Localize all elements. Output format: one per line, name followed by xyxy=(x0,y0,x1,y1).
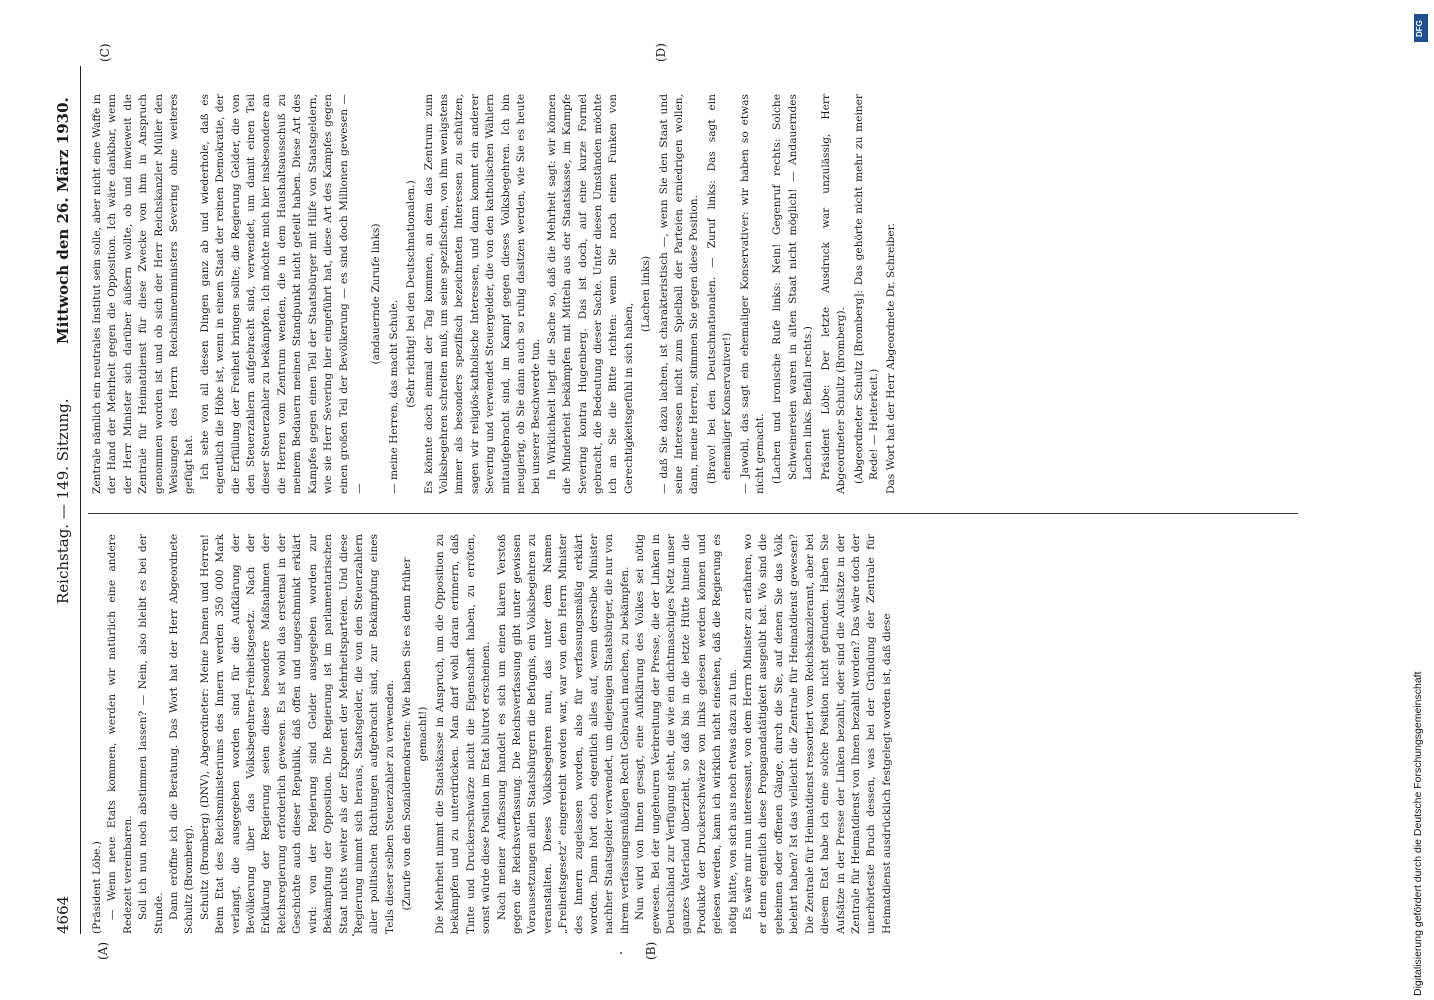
right-column-paragraph: — daß Sie dazu lachen, ist charakteristisch —, wenn Sie den Staat und seine Interessen nicht zum Spielball der Parteien erniedrigen wollen, dann, meine Herren, stimmen Sie gegen diese Position. xyxy=(657,94,701,494)
session-title: Reichstag. — 149. Sitzung. xyxy=(54,398,72,604)
left-text-column xyxy=(90,534,895,934)
right-column-paragraph: (Lachen links) xyxy=(640,255,653,333)
digitization-credit: Digitalisierung gefördert durch die Deutsche Forschungsgemeinschaft xyxy=(1412,671,1424,996)
left-column-paragraph: Soll ich nun noch abstimmen lassen? — Nein, also bleibt es bei der Stunde. xyxy=(137,534,165,934)
margin-mark-a: (A) xyxy=(96,941,110,960)
left-column-paragraph: — Wenn neue Etats kommen, werden wir natürlich eine andere Redezeit vereinbaren. xyxy=(106,534,134,934)
left-column-paragraph: (Zurufe von den Sozialdemokraten: Wie haben Sie es denn früher gemacht!) xyxy=(401,557,429,911)
right-column-paragraph: In Wirklichkeit liegt die Sache so, daß die Mehrheit sagt: wir können die Minderheit bekämpfen mit Mitteln aus der Staatskasse, im Kampfe Severing kontra Hugenberg. Das ist doch, auf eine kurze Formel gebracht, die Bedeutung dieser Sache. Unter diesen Umständen möchte ich an Sie die Bitte richten: wenn Sie noch einen Funken von Gerechtigkeitsgefühl in sich haben, xyxy=(545,94,635,494)
session-date: Mittwoch den 26. März 1930. xyxy=(54,97,72,344)
right-column-paragraph: Es könnte doch einmal der Tag kommen, an dem das Zentrum zum Volksbegehren schreiten muß, um seine spezifischen, von ihm wenigstens immer als besonders spezifisch bezeichneten Interessen zu schützen, sagen wir religiös-katholische Interessen, und dann kommt ein anderer Severing und verwendet Steuergelder, die von den katholischen Wählern mitaufgebracht sind, im Kampf gegen dieses Volksbegehren. Ich bin neugierig, ob Sie dann auch so ruhig dasitzen werden, wie Sie es heute bei unserer Beschwerde tun. xyxy=(422,94,543,494)
left-column-paragraph: Die Mehrheit nimmt die Staatskasse in Anspruch, um die Opposition zu bekämpfen und zu unterdrücken. Man darf wohl daran erinnern, daß Tinte und Druckerschwärze nicht die Eigenschaft haben, zu erröten, sonst würde diese Position im Etat blutrot erscheinen. xyxy=(433,534,493,934)
right-column-paragraph: Präsident Löbe: Der letzte Ausdruck war unzulässig, Herr Abgeordneter Schultz (Bromberg). xyxy=(819,94,848,494)
scan-speck xyxy=(620,952,622,954)
digitization-credit-strip xyxy=(1412,6,1430,994)
column-divider xyxy=(88,513,1298,514)
left-column-paragraph: (Präsident Löbe.) xyxy=(91,841,103,934)
page-number: 4664 xyxy=(54,895,72,934)
right-column-paragraph: (Bravo! bei den Deutschnationalen. — Zuruf links: Das sagt ein ehemaliger Konservativer!) xyxy=(705,94,734,484)
left-column-paragraph: Dann eröffne ich die Beratung. Das Wort hat der Herr Abgeordnete Schultz (Bromberg). xyxy=(168,534,196,934)
left-column-paragraph: Schultz (Bromberg) (DNV), Abgeordneter: Meine Damen und Herren! Beim Etat des Reichsministeriums des Innern werden 350 000 Mark verlangt, die ausgegeben worden sind für die Aufklärung der Bevölkerung über das Volksbegehren-Freiheitsgesetz. Nach der Erklärung der Regierung seien diese besondere Maßnahmen der Reichsregierung erforderlich gewesen. Es ist wohl das erstemal in der Geschichte auch dieser Republik, daß offen und ungeschminkt erklärt wird: von der Regierung sind Gelder ausgegeben worden zur Bekämpfung der Opposition. Die Regierung ist im parlamentarischen Staat nichts weiter als der Exponent der Mehrheitsparteien. Und diese Regierung nimmt sich heraus, Staatsgelder, die von den Steuerzahlern aller politischen Richtungen aufgebracht sind, zur Bekämpfung eines Teils dieser selben Steuerzahler zu verwenden. xyxy=(198,534,396,934)
margin-mark-b: (B) xyxy=(644,941,658,960)
page-header xyxy=(50,66,81,934)
right-column-paragraph: Zentrale nämlich ein neutrales Institut sein solle, aber nicht eine Waffe in der Hand der Mehrheit gegen die Opposition. Ich wäre dankbar, wenn der Herr Minister sich darüber äußern wollte, ob und inwieweit die Zentrale für Heimatdienst für diese Zwecke von ihm in Anspruch genommen worden ist und ob sich der Herr Reichskanzler Müller den Weisungen des Herrn Reichsinnenministers Severing ohne weiteres gefügt hat. xyxy=(91,94,196,494)
right-column-paragraph: (Lachen und ironische Rufe links: Nein! Gegenruf rechts: Solche Schweinereien waren in alten Staat nicht möglich! — Andauerndes Lachen links. Beifall rechts.) xyxy=(771,94,815,484)
right-column-paragraph: (andauernde Zurufe links) xyxy=(370,223,383,365)
margin-mark-c: (C) xyxy=(98,43,112,62)
right-column-paragraph: — Jawohl, das sagt ein ehemaliger Konservativer: wir haben so etwas nicht gemacht. xyxy=(738,94,767,494)
right-column-paragraph: (Sehr richtig! bei den Deutschnationalen.) xyxy=(405,180,418,408)
right-column-paragraph: Ich sehe von all diesen Dingen ganz ab und wiederhole, daß es eigentlich die Höhe ist, wenn in einem Staat der reinen Demokratie, der die Erfüllung der Freiheit bringen sollte, die Regierung Gelder, die von den Steuerzahlern aufgebracht sind, verwendet, um damit einen Teil dieser Steuerzahler zu bekämpfen. Ich möchte mich hier insbesondere an die Herren vom Zentrum wenden, die in dem Haushaltsausschuß zu meinem Bedauern meinen Standpunkt nicht geteilt haben. Diese Art des Kampfes gegen einen Teil der Staatsbürger mit Hilfe von Staatsgeldern, wie sie Herr Severing hier eingeführt hat, diese Art des Kampfes gegen einen großen Teil der Bevölkerung — es sind doch Millionen gewesen — — xyxy=(198,94,365,494)
right-column-paragraph: — meine Herren, das macht Schule. xyxy=(387,299,400,494)
scan-speck xyxy=(352,934,354,936)
left-column-paragraph: Es wäre mir nun interessant, von dem Herrn Minister zu erfahren, wo er denn eigentlich diese Propagandatätigkeit ausgeübt hat. Wo sind die geheimen oder offenen Gänge, durch die Sie, auf denen Sie das Volk belehrt haben? Ist das vielleicht die Zentrale für Heimatdienst gewesen? Die Zentrale für Heimatdienst ressortiert vom Reichskanzleramt, aber bei diesem Etat habe ich eine solche Position nicht gefunden. Haben Sie Aufsätze in der Presse der Linken bezahlt, oder sind die Aufsätze in der Zentrale für Heimatdienst von Ihnen bezahlt worden? Das wäre doch der unerhörteste Bruch dessen, was bei der Gründung der Zentrale für Heimatdienst ausdrücklich festgelegt worden ist, daß diese xyxy=(742,534,893,934)
dfg-logo: DFG xyxy=(1414,14,1428,42)
right-text-column xyxy=(90,94,900,494)
margin-mark-d: (D) xyxy=(654,43,668,62)
right-column-paragraph: Das Wort hat der Herr Abgeordnete Dr. Schreiber. xyxy=(885,223,898,494)
left-column-paragraph: Nun wird von Ihnen gesagt, eine Aufklärung des Volkes sei nötig gewesen. Bei der ungeheuren Verbreitung der Presse, die der Linken in Deutschland zur Verfügung steht, die wie ein dichtmaschiges Netz unser ganzes Vaterland überzieht, so daß bis in die letzte Hütte hinein die Produkte der Druckerschwärze von links gelesen werden können und gelesen werden, kann ich wirklich nicht einsehen, daß die Regierung es nötig hätte, von sich aus noch etwas dazu zu tun. xyxy=(634,534,739,934)
document-page xyxy=(50,43,1310,960)
right-column-paragraph: (Abgeordneter Schultz [Bromberg]: Das gehörte nicht mehr zu meiner Rede! — Heiterkeit.) xyxy=(852,94,880,484)
left-column-paragraph: Nach meiner Auffassung handelt es sich um einen klaren Verstoß gegen die Reichsverfassung. Die Reichsverfassung gibt unter gewissen Voraussetzungen allen Staatsbürgern die Befugnis, ein Volksbegehren zu veranstalten. Dieses Volksbegehren nun, das unter dem Namen „Freiheitsgesetz“ eingereicht worden war, war von dem Herrn Minister des Innern zugelassen worden, also für verfassungsmäßig erklärt worden. Dann hört doch eigentlich alles auf, wenn derselbe Minister nachher Staatsgelder verwendet, um diejenigen Staatsbürger, die nur von ihrem verfassungsmäßigen Recht Gebrauch machen, zu bekämpfen. xyxy=(495,534,631,934)
